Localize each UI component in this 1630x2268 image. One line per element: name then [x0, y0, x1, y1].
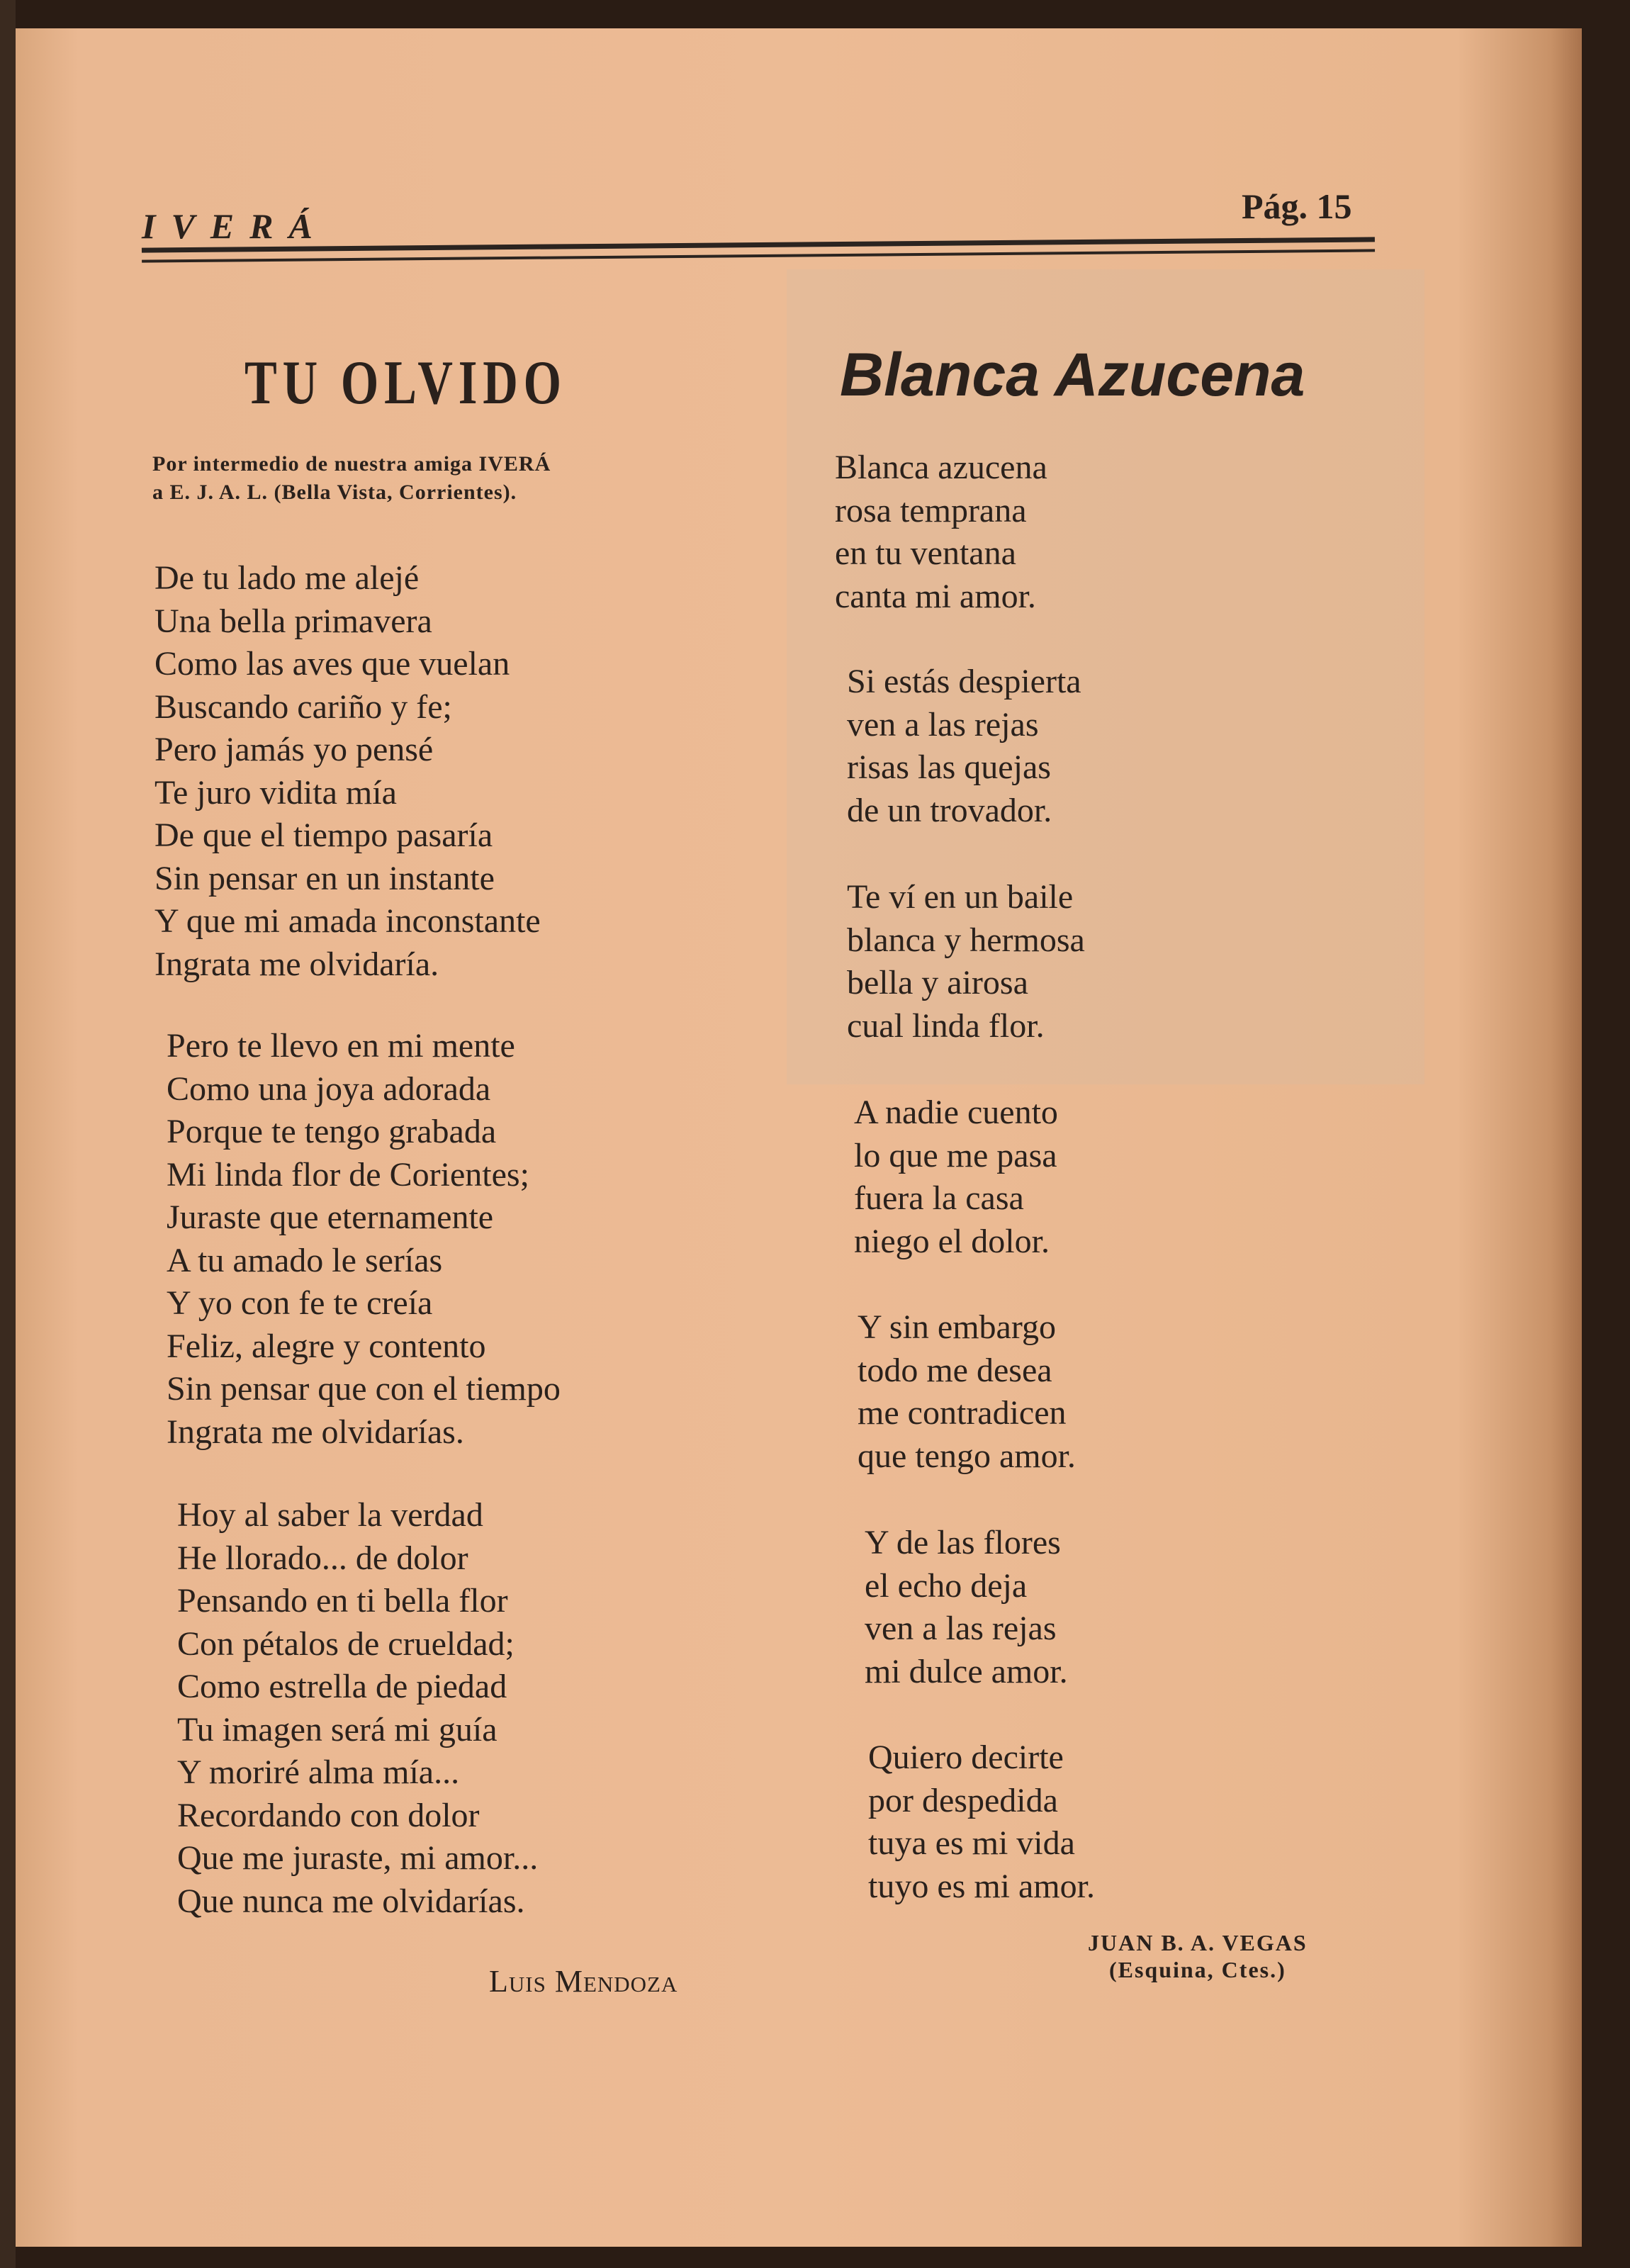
verse-line: Te juro vidita mía	[154, 773, 397, 812]
verse-line: que tengo amor.	[858, 1437, 1076, 1475]
verse-line: ven a las rejas	[865, 1610, 1057, 1647]
verse-line: tuya es mi vida	[868, 1824, 1075, 1862]
verse-line: He llorado... de dolor	[177, 1539, 468, 1577]
verse-line: bella y airosa	[847, 964, 1028, 1001]
verse-line: rosa temprana	[835, 491, 1027, 529]
verse-line: lo que me pasa	[854, 1136, 1057, 1174]
verse-line: Sin pensar que con el tiempo	[167, 1370, 561, 1408]
binding-edge	[0, 0, 16, 2268]
verse-line: me contradicen	[858, 1394, 1067, 1432]
verse-line: Pensando en ti bella flor	[177, 1582, 508, 1619]
magazine-name: IVERÁ	[142, 206, 328, 246]
verse-line: De que el tiempo pasaría	[154, 816, 493, 854]
stanza	[865, 1522, 1068, 1693]
verse-line: Pero jamás yo pensé	[154, 731, 434, 768]
verse-line: De tu lado me alejé	[154, 559, 420, 597]
dedication	[152, 450, 551, 507]
verse-line: risas las quejas	[847, 748, 1051, 786]
verse-line: mi dulce amor.	[865, 1652, 1068, 1690]
verse-line: tuyo es mi amor.	[868, 1867, 1095, 1905]
stanza	[868, 1736, 1095, 1908]
verse-line: Con pétalos de crueldad;	[177, 1624, 515, 1663]
verse-line: Tu imagen será mi guía	[177, 1710, 498, 1748]
verse-line: por despedida	[868, 1781, 1058, 1819]
stanza	[835, 447, 1047, 618]
verse-line: en tu ventana	[835, 534, 1016, 572]
author-left: Luis Mendoza	[489, 1964, 678, 1999]
verse-line: Que nunca me olvidarías.	[177, 1882, 525, 1920]
verse-line: Como una joya adorada	[167, 1070, 491, 1108]
verse-line: Si estás despierta	[847, 663, 1081, 700]
verse-line: Ingrata me olvidaría.	[154, 945, 439, 983]
poem-title-right: Blanca Azucena	[840, 341, 1305, 409]
verse-line: Porque te tengo grabada	[167, 1113, 497, 1150]
verse-line: Y moriré alma mía...	[177, 1753, 460, 1791]
verse-line: Juraste que eternamente	[167, 1198, 494, 1236]
verse-line: el echo deja	[865, 1566, 1028, 1605]
verse-line: Y yo con fe te creía	[167, 1284, 433, 1322]
page-number: Pág. 15	[1242, 186, 1352, 226]
verse-line: Hoy al saber la verdad	[177, 1496, 483, 1534]
verse-line: niego el dolor.	[854, 1222, 1050, 1260]
verse-line: Ingrata me olvidarías.	[167, 1413, 464, 1451]
verse-line: blanca y hermosa	[847, 921, 1085, 959]
verse-line: Una bella primavera	[154, 602, 432, 640]
stanza	[847, 876, 1085, 1048]
poem-title-left: TU OLVIDO	[244, 349, 567, 417]
verse-line: de un trovador.	[847, 791, 1052, 829]
verse-line: Sin pensar en un instante	[154, 859, 495, 897]
verse-line: Que me juraste, mi amor...	[177, 1839, 539, 1877]
verse-line: Quiero decirte	[868, 1739, 1064, 1776]
verse-line: Y que mi amada inconstante	[154, 902, 541, 940]
stanza	[177, 1494, 538, 1923]
stanza	[167, 1025, 561, 1454]
verse-line: ven a las rejas	[847, 705, 1039, 743]
verse-line: cual linda flor.	[847, 1006, 1045, 1045]
author-right	[1088, 1929, 1308, 1983]
verse-line: Blanca azucena	[835, 449, 1047, 486]
verse-line: Recordando con dolor	[177, 1796, 480, 1834]
stanza	[858, 1306, 1076, 1478]
verse-line: A tu amado le serías	[167, 1241, 443, 1279]
verse-line: Feliz, alegre y contento	[167, 1327, 486, 1365]
verse-line: Como estrella de piedad	[177, 1668, 507, 1705]
verse-line: Buscando cariño y fe;	[154, 687, 452, 726]
stanza	[154, 557, 541, 986]
verse-line: Mi linda flor de Corientes;	[167, 1155, 529, 1194]
verse-line: Pero te llevo en mi mente	[167, 1027, 515, 1065]
verse-line: todo me desea	[858, 1351, 1052, 1389]
dedication-line: a E. J. A. L. (Bella Vista, Corrientes).	[152, 481, 517, 504]
verse-line: Como las aves que vuelan	[154, 645, 510, 683]
dedication-line: Por intermedio de nuestra amiga IVERÁ	[152, 452, 551, 476]
author-place: (Esquina, Ctes.)	[1108, 1957, 1286, 1982]
verse-line: Y sin embargo	[858, 1308, 1056, 1346]
verse-line: Y de las flores	[865, 1524, 1061, 1561]
stanza	[854, 1091, 1058, 1263]
author-name: JUAN B. A. VEGAS	[1088, 1930, 1308, 1955]
verse-line: fuera la casa	[854, 1179, 1024, 1217]
stanza	[847, 661, 1081, 832]
verse-line: canta mi amor.	[835, 577, 1036, 615]
verse-line: A nadie cuento	[854, 1094, 1058, 1131]
verse-line: Te ví en un baile	[847, 878, 1074, 916]
